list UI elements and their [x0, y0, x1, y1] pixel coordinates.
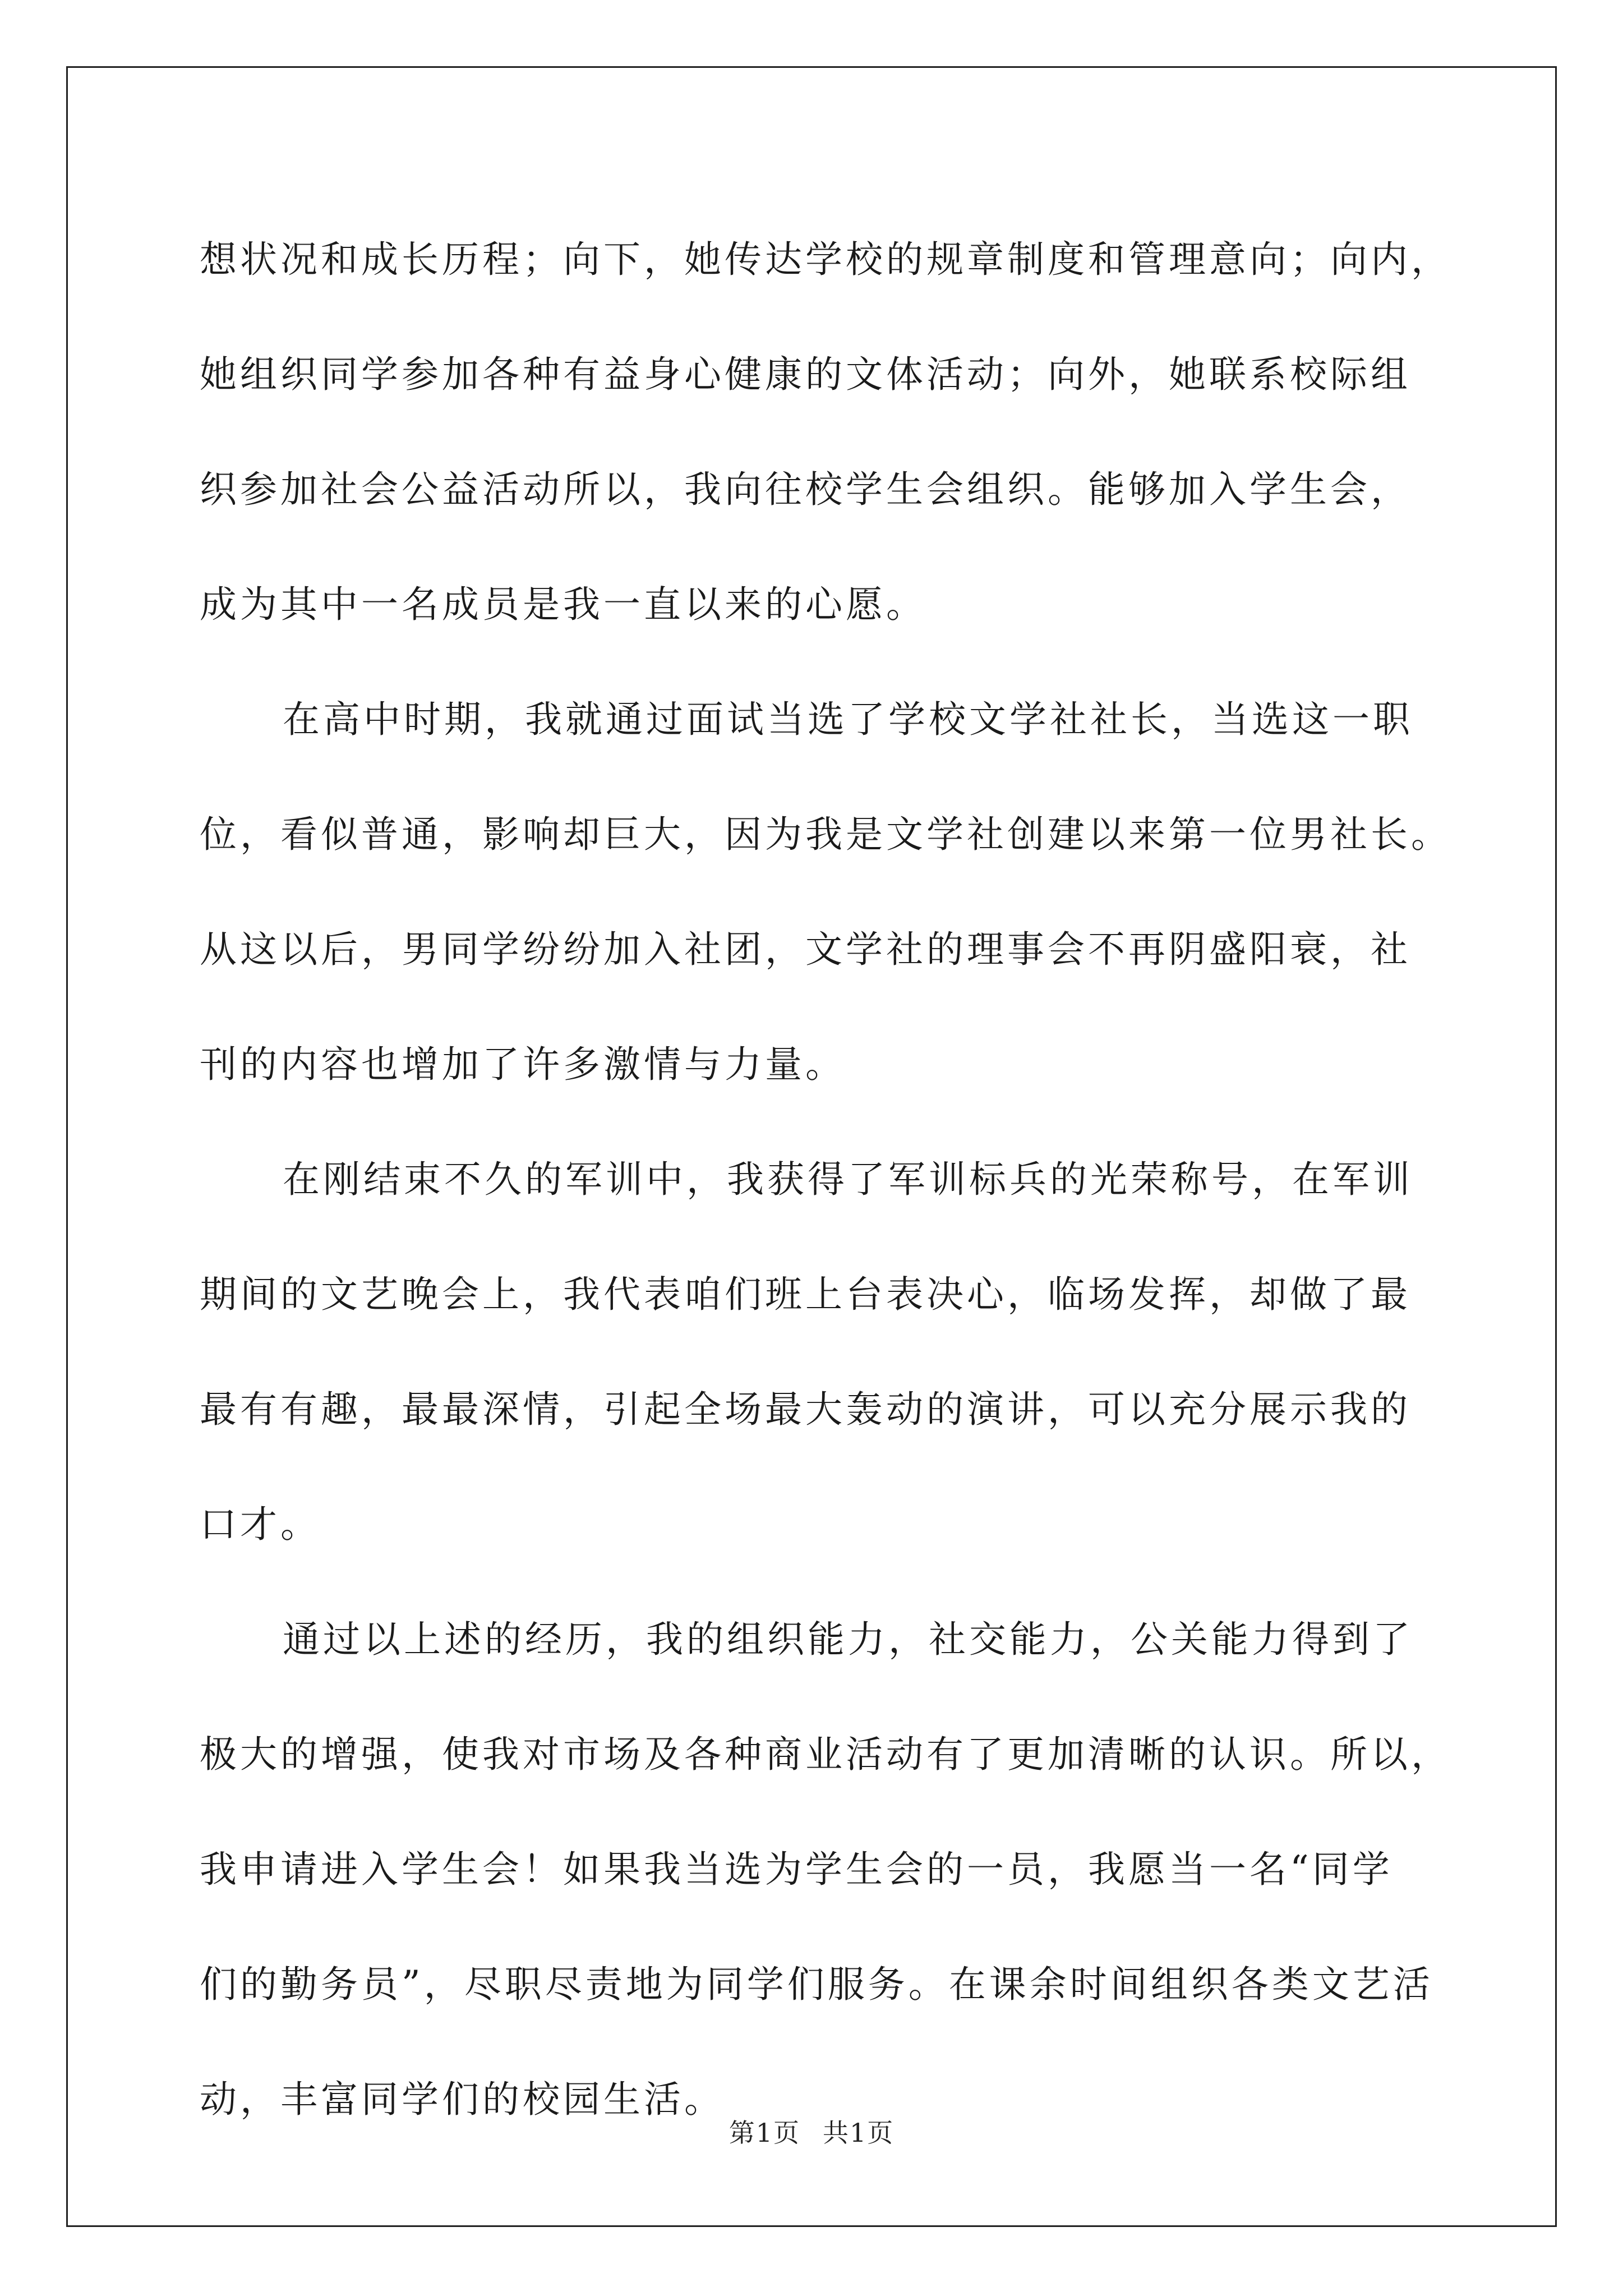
- text-line: 从这以后，男同学纷纷加入社团，文学社的理事会不再阴盛阳衰，社: [200, 928, 1411, 971]
- text-line: 我申请进入学生会！如果我当选为学生会的一员，我愿当一名“同学: [200, 1848, 1393, 1891]
- text-line: 想状况和成长历程；向下，她传达学校的规章制度和管理意向；向内，: [200, 238, 1451, 281]
- text-line: 们的勤务员”，尽职尽责地为同学们服务。在课余时间组织各类文艺活: [200, 1963, 1433, 2006]
- page-number: 第1页: [728, 2118, 800, 2148]
- paragraph-start-line: 在刚结束不久的军训中，我获得了军训标兵的光荣称号，在军训: [283, 1158, 1413, 1201]
- document-body: [200, 202, 1451, 2157]
- text-line: 织参加社会公益活动所以，我向往校学生会组织。能够加入学生会，: [200, 468, 1411, 511]
- text-line: 期间的文艺晚会上，我代表咱们班上台表决心，临场发挥，却做了最: [200, 1273, 1411, 1316]
- paragraph-start-line: 通过以上述的经历，我的组织能力，社交能力，公关能力得到了: [283, 1618, 1413, 1661]
- paragraph-start-line: 在高中时期，我就通过面试当选了学校文学社社长，当选这一职: [283, 698, 1413, 741]
- text-line: 她组织同学参加各种有益身心健康的文体活动；向外，她联系校际组: [200, 353, 1411, 396]
- page-footer: [0, 2116, 1623, 2150]
- text-line: 极大的增强，使我对市场及各种商业活动有了更加清晰的认识。所以，: [200, 1733, 1451, 1776]
- text-line: 位，看似普通，影响却巨大，因为我是文学社创建以来第一位男社长。: [200, 813, 1451, 856]
- text-line: 口才。: [200, 1503, 321, 1546]
- text-line: 刊的内容也增加了许多激情与力量。: [200, 1043, 846, 1086]
- text-line: 最有有趣，最最深情，引起全场最大轰动的演讲，可以充分展示我的: [200, 1388, 1411, 1431]
- text-line: 成为其中一名成员是我一直以来的心愿。: [200, 583, 926, 626]
- page-total: 共1页: [823, 2118, 895, 2148]
- text-line: 动，丰富同学们的校园生活。: [200, 2078, 725, 2121]
